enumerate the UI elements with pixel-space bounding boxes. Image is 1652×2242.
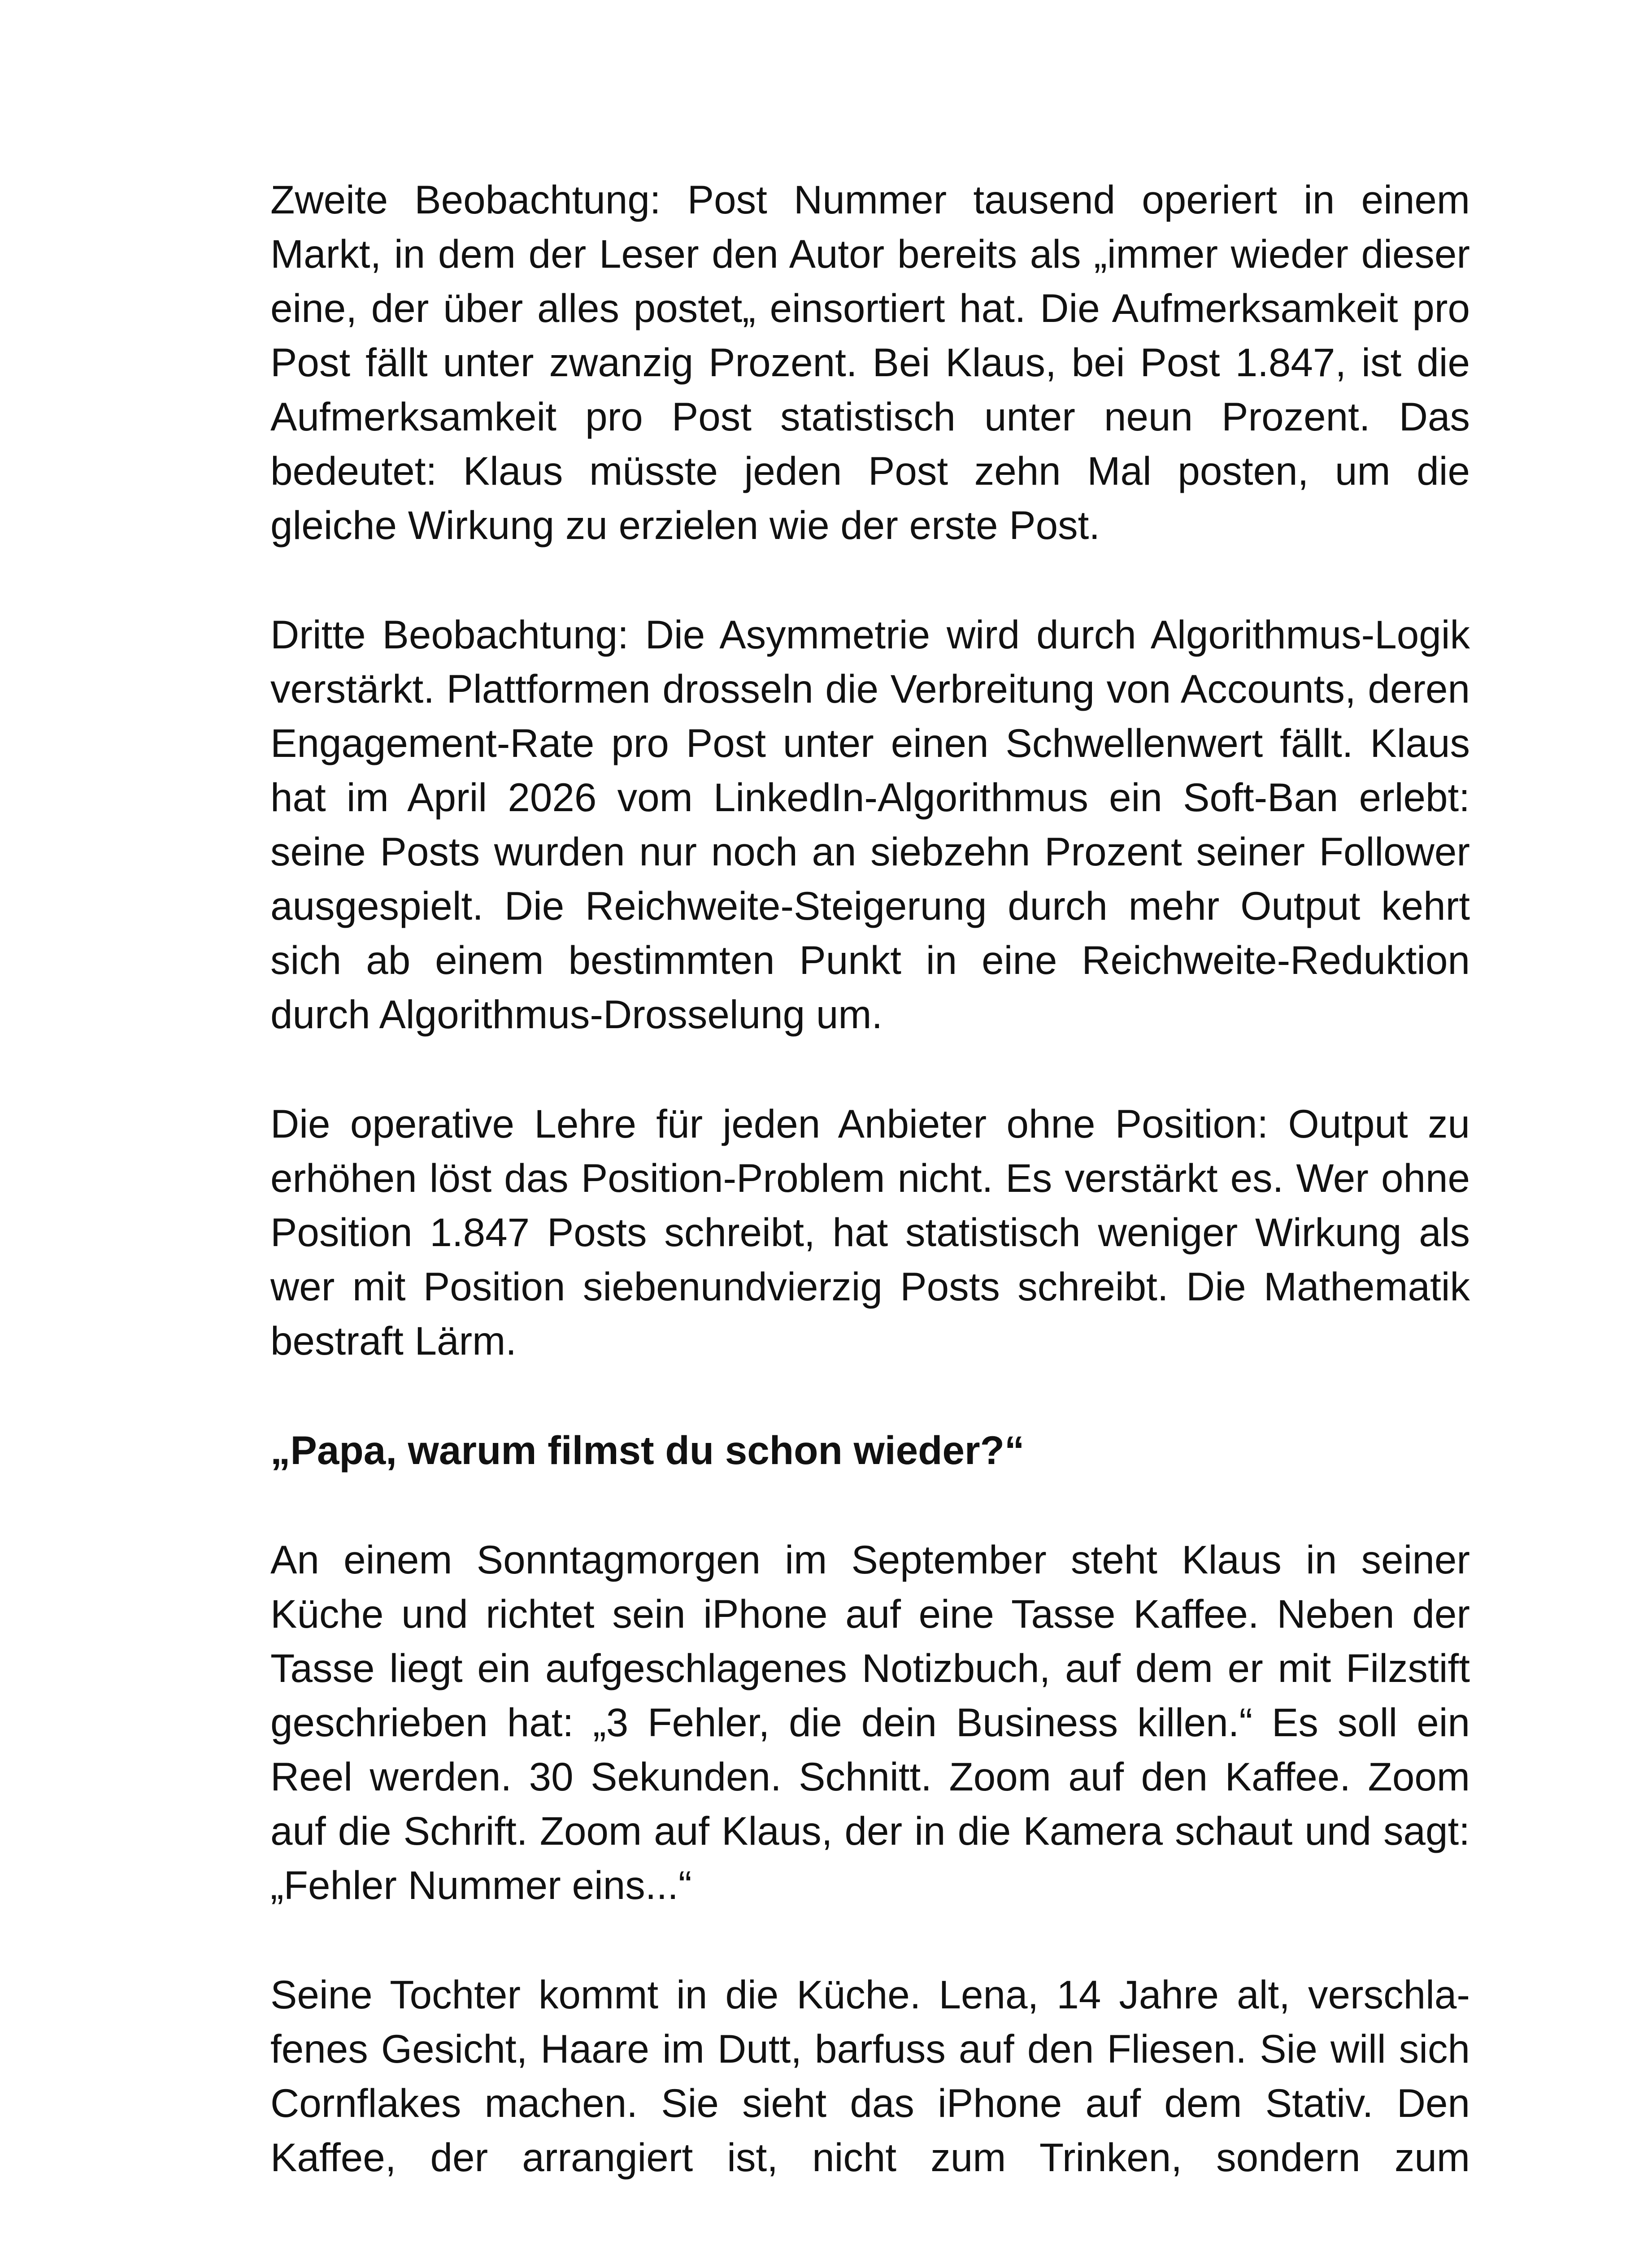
paragraph-third-observation: Dritte Beobachtung: Die Asymmetrie wird durch Algorithmus-Logik verstärkt. Plattformen drosseln die Verbreitung von Accounts, deren Engagement-Rate pro Post unter einen Schwellenwert fällt. Klaus hat im April 2026 vom LinkedIn-Algorithmus ein Soft-Ban erlebt: seine Posts wurden nur noch an siebzehn Prozent seiner Follower ausgespielt. Die Reichweite-Steigerung durch mehr Output kehrt sich ab einem bestimmten Punkt in eine Reichweite-Reduktion durch Algorithmus-Drosselung um.: [270, 612, 1470, 1037]
body-text: [270, 173, 1470, 2240]
paragraph-daughter-lena: Seine Tochter kommt in die Küche. Lena, 14 Jahre alt, verschlafenes Gesicht, Haare im Dutt, barfuss auf den Fliesen. Sie will sich Cornflakes machen. Sie sieht das iPhone auf dem Stativ. Den Kaffee, der arrangiert ist, nicht zum Trinken, sondern zum: [270, 1972, 1470, 2180]
paragraph-operative-lesson: Die operative Lehre für jeden Anbieter ohne Position: Output zu erhöhen löst das Position-Problem nicht. Es verstärkt es. Wer ohne Position 1.847 Posts schreibt, hat statistisch weniger Wirkung als wer mit Position siebenundvierzig Posts schreibt. Die Mathematik bestraft Lärm.: [270, 1101, 1470, 1363]
paragraph-sunday-morning: An einem Sonntagmorgen im September steht Klaus in seiner Küche und richtet sein iPhone auf eine Tasse Kaffee. Neben der Tasse liegt ein aufgeschlagenes Notizbuch, auf dem er mit Filzstift geschrieben hat: „3 Fehler, die dein Business killen.“ Es soll ein Reel werden. 30 Sekunden. Schnitt. Zoom auf den Kaffee. Zoom auf die Schrift. Zoom auf Klaus, der in die Kamera schaut und sagt: „Fehler Nummer eins...“: [270, 1537, 1470, 1907]
paragraph-second-observation: Zweite Beobachtung: Post Nummer tausend operiert in einem Markt, in dem der Leser den Autor bereits als „immer wieder dieser eine, der über alles postet„ einsortiert hat. Die Aufmerksamkeit pro Post fällt unter zwanzig Prozent. Bei Klaus, bei Post 1.847, ist die Aufmerksamkeit pro Post statistisch unter neun Prozent. Das bedeutet: Klaus müsste jeden Post zehn Mal posten, um die gleiche Wirkung zu erzielen wie der erste Post.: [270, 177, 1470, 547]
section-heading: „Papa, warum filmst du schon wieder?“: [270, 1428, 1025, 1473]
